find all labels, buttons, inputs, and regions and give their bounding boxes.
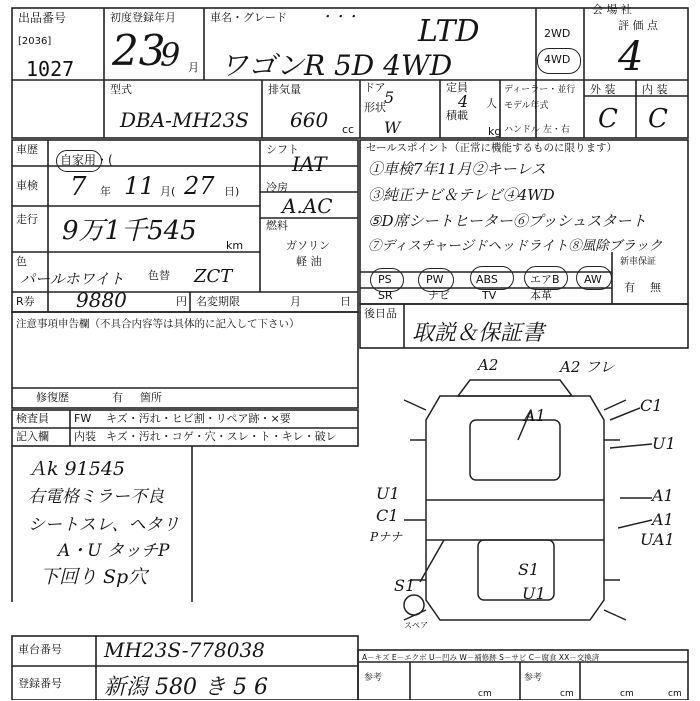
mark-u1-left: U1 bbox=[376, 484, 400, 503]
name-grade-label: 車名・グレード bbox=[210, 11, 287, 24]
equip-airbag: エアB bbox=[530, 273, 560, 286]
shift: IAT bbox=[292, 152, 327, 176]
inspector-fw: FW bbox=[74, 412, 92, 425]
equip-leather: 本革 bbox=[530, 289, 552, 302]
equip-tv: TV bbox=[482, 289, 497, 302]
door: 5 bbox=[384, 88, 395, 107]
fuel-gasoline: ガソリン bbox=[286, 239, 330, 252]
fuel-diesel: 軽 油 bbox=[296, 255, 322, 268]
reg-label: 初度登録年月 bbox=[110, 11, 176, 24]
drive-4wd: 4WD bbox=[544, 53, 571, 66]
unit-cm-3: cm bbox=[620, 689, 634, 699]
recycle: 9880 bbox=[76, 288, 127, 312]
repair-value: 有 bbox=[112, 391, 123, 404]
selling-point-4: ⑦ディスチャージドヘッドライト⑧風除ブラック bbox=[368, 238, 663, 254]
recycle-label: R券 bbox=[16, 295, 35, 308]
score: 4 bbox=[618, 34, 644, 80]
reg-number: 新潟 580 き 5 6 bbox=[104, 675, 268, 700]
history-label: 車歴 bbox=[16, 143, 38, 156]
color-label: 色 bbox=[16, 255, 27, 268]
model-year-label: モデル年式 bbox=[504, 101, 549, 111]
displacement: 660 bbox=[290, 108, 329, 132]
load-label: 積載 bbox=[446, 109, 468, 122]
handle-label: ハンドル 左・右 bbox=[504, 125, 570, 135]
car-name: ワゴンR 5D 4WD bbox=[220, 49, 453, 82]
ref-label-1: 参考 bbox=[364, 673, 383, 683]
ref-label-2: 参考 bbox=[524, 673, 543, 683]
remark-3: シートスレ、ヘタリ bbox=[28, 515, 180, 535]
repair-location: 箇所 bbox=[140, 391, 162, 404]
selling-point-3: ⑤D席シートヒーター⑥プッシュスタート bbox=[368, 212, 647, 230]
new-warranty-no: 無 bbox=[650, 281, 661, 294]
remark-2: 右電格ミラー不良 bbox=[28, 487, 164, 507]
color-no: ZCT bbox=[194, 266, 233, 287]
mileage-label: 走行 bbox=[16, 213, 38, 226]
lot-label: 出品番号 bbox=[18, 11, 67, 25]
equip-pw: PW bbox=[426, 273, 444, 286]
equip-navi: ナビ bbox=[428, 289, 450, 302]
color-no-label: 色替 bbox=[148, 269, 170, 282]
top-right-mark: 会 場 社 bbox=[592, 3, 632, 16]
model-label: 型式 bbox=[110, 83, 132, 96]
remark-4: A・U タッチP bbox=[58, 541, 170, 561]
fuel-label: 燃料 bbox=[266, 219, 288, 232]
interior-label: 内 装 bbox=[642, 83, 668, 96]
shaken-day-unit: 日) bbox=[224, 185, 240, 198]
mark-pnana: Pナナ bbox=[370, 530, 403, 544]
remark-5: 下回り Sp穴 bbox=[40, 566, 148, 588]
drive-2wd: 2WD bbox=[544, 27, 571, 40]
equip-ps: PS bbox=[378, 273, 392, 286]
remark-1: Ａk 91545 bbox=[28, 458, 125, 480]
exterior-grade: C bbox=[598, 104, 618, 134]
inspector-label: 検査員 bbox=[16, 412, 49, 425]
selling-point-2: ③純正ナビ＆テレビ④4WD bbox=[368, 186, 555, 204]
shaken-month-unit: 月( bbox=[160, 185, 176, 198]
name-change-day: 日 bbox=[340, 295, 351, 308]
mark-s1-left: S1 bbox=[394, 576, 416, 595]
shaken-year-unit: 年 bbox=[100, 185, 111, 198]
ac-label: 冷房 bbox=[266, 181, 288, 194]
shift-label: シフト bbox=[266, 143, 299, 156]
mark-a1-right-2: A1 bbox=[652, 510, 674, 529]
mark-c1-left: C1 bbox=[376, 506, 399, 525]
mark-a1-roof: A1 bbox=[524, 406, 546, 425]
ac: A.AC bbox=[282, 194, 333, 218]
chassis-label: 車台番号 bbox=[18, 643, 62, 656]
inspector-row1-text: キズ・汚れ・ヒビ割・リペア跡・×要 bbox=[106, 412, 291, 425]
mark-u1-right: U1 bbox=[652, 434, 676, 453]
new-warranty-label: 新車保証 bbox=[620, 257, 657, 267]
grade: LTD bbox=[418, 14, 480, 49]
mark-a2: A2 bbox=[478, 356, 499, 374]
shaken-year: 7 bbox=[70, 172, 87, 202]
interior-grade: C bbox=[648, 104, 668, 134]
score-label: 評 価 点 bbox=[618, 19, 658, 32]
inspector-row2-text: キズ・汚れ・コゲ・穴・スレ・ト・キレ・破レ bbox=[106, 430, 337, 443]
mark-a2-fure: A2 フレ bbox=[560, 358, 615, 376]
shape: W bbox=[384, 118, 401, 137]
legend-text: A－キズ E－エクボ U－凹み W－補修跡 S－サビ C－腐食 XX－交換済 bbox=[362, 653, 600, 662]
lot-number: 1027 bbox=[26, 57, 75, 81]
name-change-month: 月 bbox=[290, 295, 301, 308]
model: DBA-MH23S bbox=[120, 108, 250, 132]
name-change-label: 名変期限 bbox=[196, 295, 240, 308]
entry-interior: 内装 bbox=[74, 430, 96, 443]
equip-abs: ABS bbox=[476, 273, 498, 286]
selling-point-1: ①車検7年11月②キーレス bbox=[368, 160, 546, 178]
lot-sub: [2036] bbox=[18, 36, 52, 47]
reg-month: 9 bbox=[160, 36, 181, 74]
notes-label: 注意事項申告欄（不具合内容等は具体的に記入して下さい） bbox=[16, 318, 300, 330]
shaken-month: 11 bbox=[124, 172, 155, 200]
reg-number-label: 登録番号 bbox=[18, 677, 62, 690]
capacity-unit: 人 bbox=[486, 97, 497, 110]
recycle-unit: 円 bbox=[176, 295, 187, 308]
reg-year: 23 bbox=[112, 26, 166, 75]
mileage: 9万1千545 bbox=[62, 216, 197, 246]
equip-aw: AW bbox=[584, 273, 602, 286]
history-value: 自家用・( bbox=[60, 153, 113, 167]
unit-cm-1: cm bbox=[478, 689, 492, 699]
color-value: パールホワイト bbox=[20, 270, 125, 288]
reg-month-unit: 月 bbox=[188, 61, 199, 74]
repair-label: 修復歴 bbox=[36, 391, 69, 404]
door-label: ドア bbox=[364, 81, 386, 94]
equip-sr: SR bbox=[378, 289, 393, 302]
load-unit: kg bbox=[488, 125, 502, 138]
mark-a1-right: A1 bbox=[652, 486, 674, 505]
aftermarket-value: 取説＆保証書 bbox=[412, 321, 545, 346]
displacement-label: 排気量 bbox=[268, 83, 301, 96]
exterior-label: 外 装 bbox=[590, 83, 616, 96]
mark-s1-rear: S1 bbox=[518, 560, 540, 579]
new-warranty-yes: 有 bbox=[624, 281, 635, 294]
shaken-label: 車検 bbox=[16, 179, 38, 192]
selling-points-label: セールスポイント（正常に機能するものに限ります） bbox=[366, 142, 618, 154]
mark-c1-right: C1 bbox=[640, 396, 663, 415]
aftermarket-label: 後日品 bbox=[364, 307, 397, 320]
shaken-day: 27 bbox=[184, 172, 215, 200]
unit-cm-4: cm bbox=[668, 689, 682, 699]
top-center-mark: ・・・ bbox=[320, 10, 360, 25]
chassis-number: MH23S-778038 bbox=[104, 638, 265, 662]
spare-label: スペア bbox=[404, 621, 428, 630]
mark-ua1: UA1 bbox=[640, 530, 675, 549]
capacity: 4 bbox=[458, 92, 469, 111]
entry-label: 記入欄 bbox=[16, 430, 49, 443]
shape-label: 形状 bbox=[364, 101, 386, 114]
capacity-label: 定員 bbox=[446, 81, 468, 94]
unit-cm-2: cm bbox=[560, 689, 574, 699]
dealer-label: ディーラー・並行 bbox=[504, 85, 576, 95]
mark-u1-rear: U1 bbox=[522, 584, 546, 603]
displacement-unit: cc bbox=[342, 123, 355, 136]
mileage-unit: km bbox=[226, 239, 244, 252]
